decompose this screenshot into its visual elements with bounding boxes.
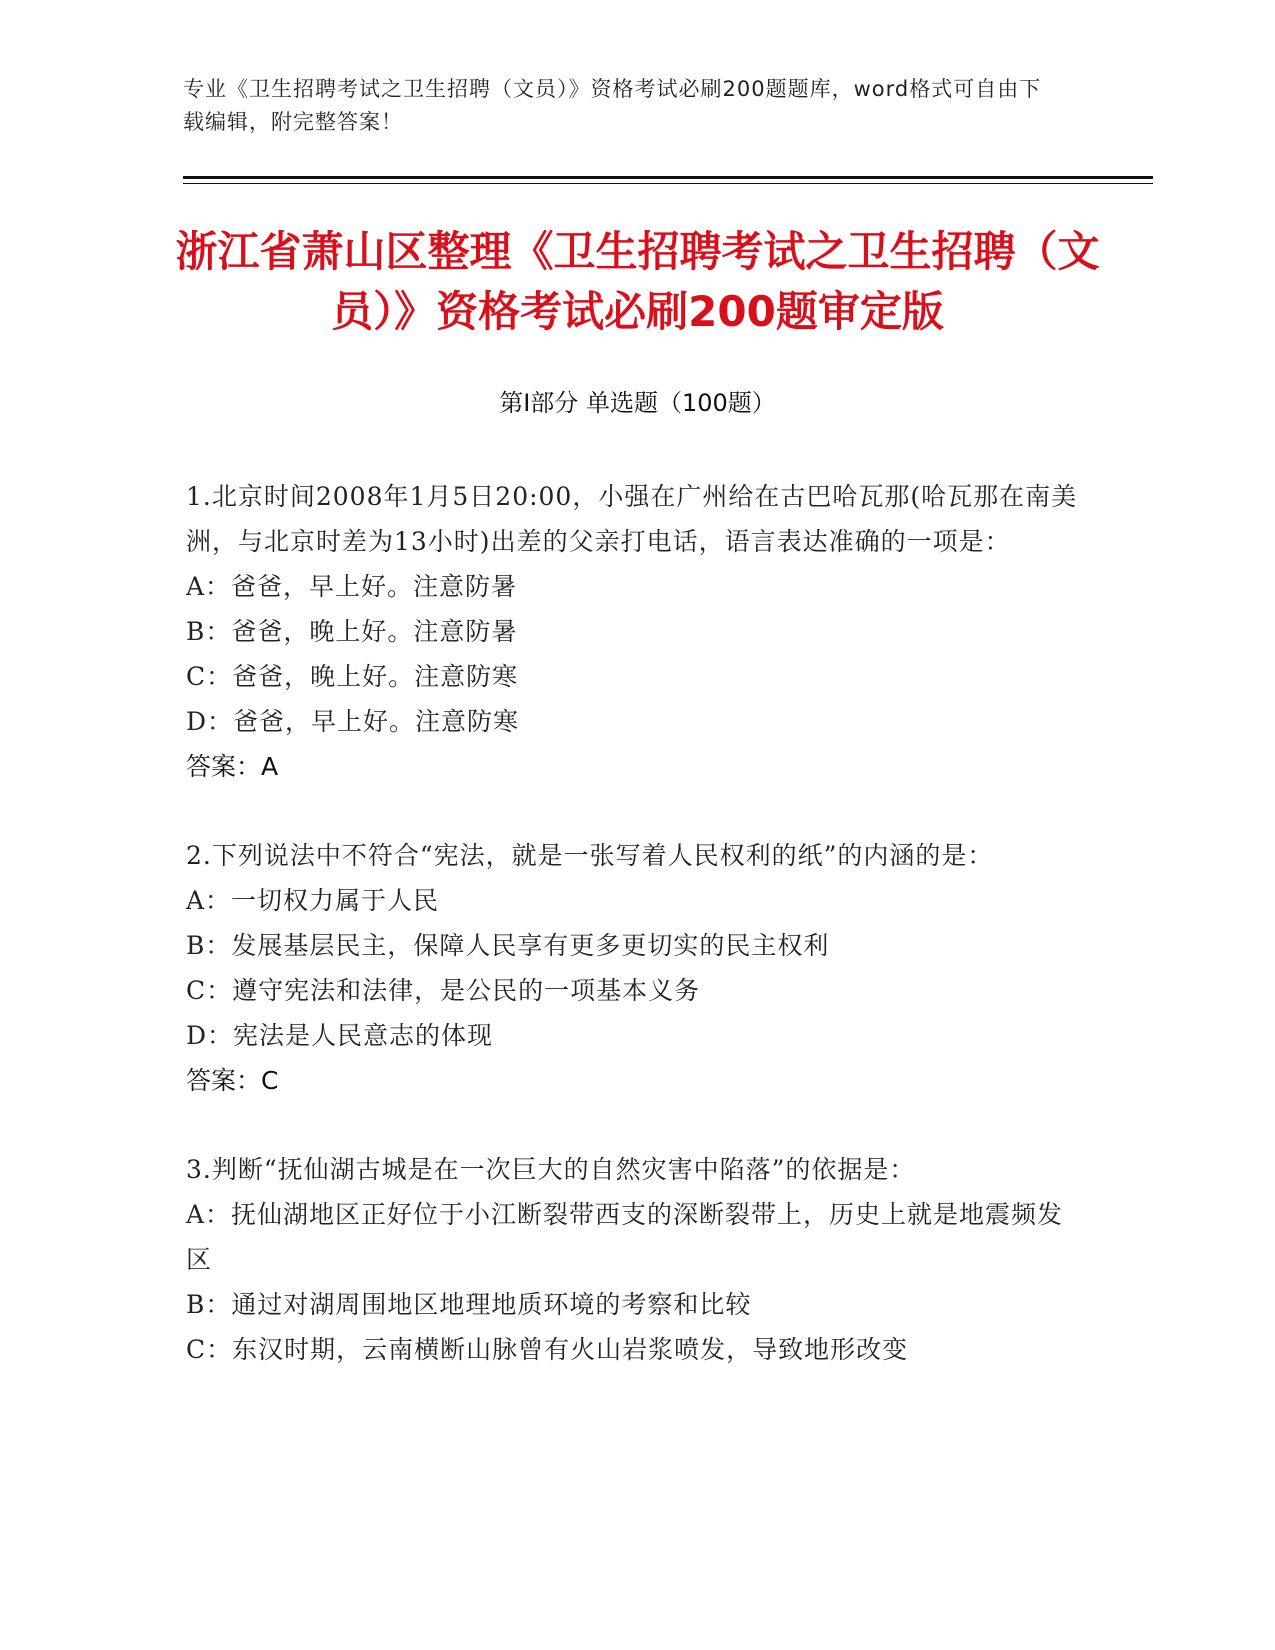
option-a: A：爸爸，早上好。注意防暑 [186,572,518,601]
option-a: A：抚仙湖地区正好位于小江断裂带西支的深断裂带上，历史上就是地震频发区 [186,1200,1064,1274]
header-divider-thick [183,176,1153,179]
option-d: D：宪法是人民意志的体现 [186,1021,494,1050]
document-title: 浙江省萧山区整理《卫生招聘考试之卫生招聘（文员）》资格考试必刷200题审定版 [175,227,1100,336]
option-b: B：发展基层民主，保障人民享有更多更切实的民主权利 [186,931,830,960]
option-c: C：东汉时期，云南横断山脉曾有火山岩浆喷发，导致地形改变 [186,1335,909,1364]
header-note: 专业《卫生招聘考试之卫生招聘（文员）》资格考试必刷200题题库，word格式可自由下载编辑，附完整答案！ [183,77,1042,134]
option-a: A：一切权力属于人民 [186,886,440,915]
question-stem: 1.北京时间2008年1月5日20:00，小强在广州给在古巴哈瓦那(哈瓦那在南美洲，与北京时差为13小时)出差的父亲打电话，语言表达准确的一项是： [186,482,1078,556]
question-stem: 3.判断“抚仙湖古城是在一次巨大的自然灾害中陷落”的依据是： [186,1155,916,1184]
question-3 [186,1147,1086,1372]
option-b: B：通过对湖周围地区地理地质环境的考察和比较 [186,1290,752,1319]
question-2 [186,833,1086,1103]
answer: 答案：A [186,752,279,781]
header-divider-thin [183,183,1153,184]
question-1 [186,474,1086,789]
question-list [186,474,1086,1416]
option-c: C：遵守宪法和法律，是公民的一项基本义务 [186,976,701,1005]
answer: 答案：C [186,1066,279,1095]
option-b: B：爸爸，晚上好。注意防暑 [186,617,518,646]
question-stem: 2.下列说法中不符合“宪法，就是一张写着人民权利的纸”的内涵的是： [186,841,994,870]
option-d: D：爸爸，早上好。注意防寒 [186,707,520,736]
option-c: C：爸爸，晚上好。注意防寒 [186,662,519,691]
section-title: 第Ⅰ部分 单选题（100题） [499,389,776,417]
